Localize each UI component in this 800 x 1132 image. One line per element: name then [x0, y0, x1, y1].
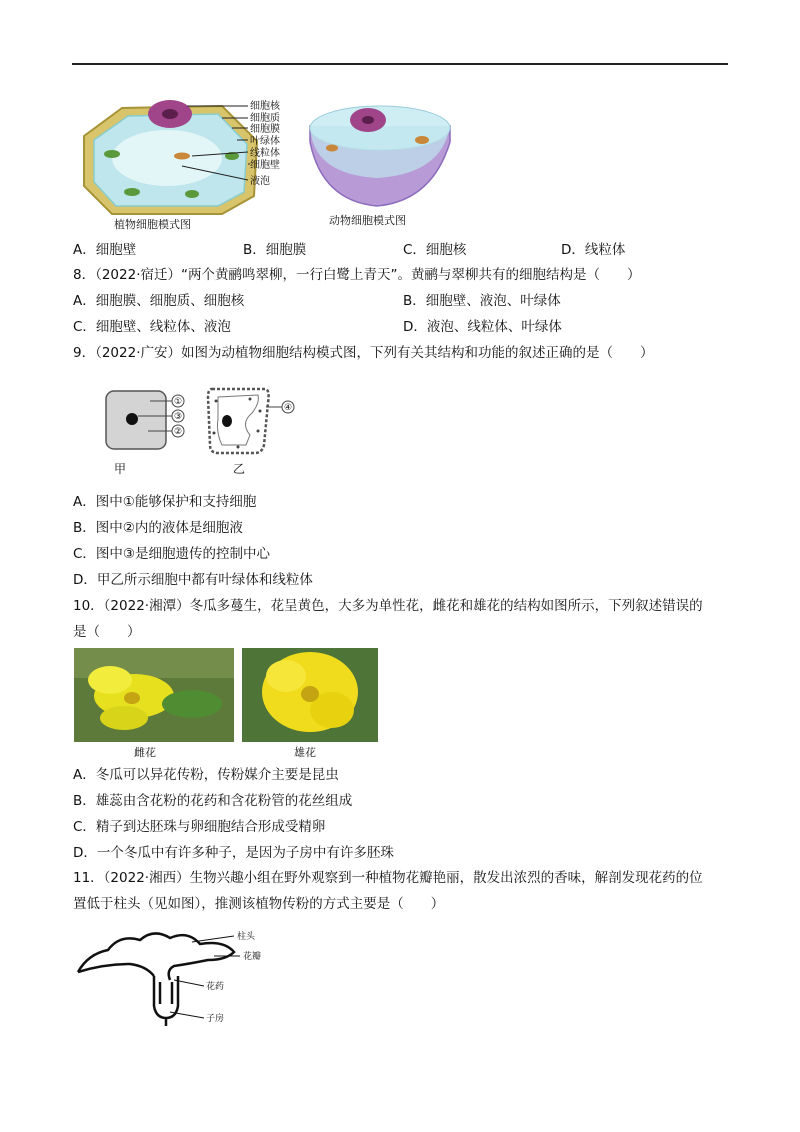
label-anther: 花药 [206, 982, 225, 992]
flower-outline [78, 933, 234, 1026]
label-chloroplast: 叶绿体 [250, 136, 280, 147]
q7-option-c[interactable]: C．细胞核 [403, 242, 467, 258]
q9-stem: 9．（2022·广安）如图为动植物细胞结构模式图，下列有关其结构和功能的叙述正确的是（ ） [73, 345, 654, 361]
female-flower-caption: 雌花 [134, 746, 156, 758]
label-ovary: 子房 [206, 1014, 225, 1024]
female-flower-photo [74, 648, 234, 742]
q11-stem-line1: 11．（2022·湘西）生物兴趣小组在野外观察到一种植物花瓣艳丽，散发出浓烈的香味，解剖发现花药的位 [73, 870, 703, 886]
cell-jia [106, 391, 172, 449]
label-cytoplasm: 细胞质 [250, 113, 280, 124]
cell-yi [208, 389, 282, 453]
label-nucleus: 细胞核 [250, 101, 280, 112]
male-flower-photo [242, 648, 378, 742]
q9-option-a[interactable]: A．图中①能够保护和支持细胞 [73, 494, 257, 510]
q10-option-d[interactable]: D．一个冬瓜中有许多种子，是因为子房中有许多胚珠 [73, 845, 394, 861]
marker-1: ① [174, 397, 183, 407]
marker-3: ③ [174, 412, 183, 422]
label-petal: 花瓣 [243, 952, 262, 962]
q8-option-d[interactable]: D．液泡、线粒体、叶绿体 [403, 319, 562, 335]
q10-flower-photos [74, 648, 378, 758]
q9-option-d[interactable]: D．甲乙所示细胞中都有叶绿体和线粒体 [73, 572, 313, 588]
header-rule [72, 63, 728, 65]
q9-option-c[interactable]: C．图中③是细胞遗传的控制中心 [73, 546, 271, 562]
label-stigma: 柱头 [237, 932, 256, 942]
q7-option-b[interactable]: B．细胞膜 [243, 242, 307, 258]
cell-model-figure [72, 96, 472, 236]
male-flower-caption: 雄花 [294, 746, 316, 758]
marker-2: ② [174, 427, 183, 437]
q11-stem-line2: 置低于柱头（见如图），推测该植物传粉的方式主要是（ ） [73, 896, 445, 912]
q10-stem-line2: 是（ ） [73, 624, 141, 640]
q10-stem-line1: 10．（2022·湘潭）冬瓜多蔓生，花呈黄色，大多为单性花，雌花和雄花的结构如图所示，下列叙述错误的 [73, 598, 703, 614]
q8-option-c[interactable]: C．细胞壁、线粒体、液泡 [73, 319, 231, 335]
q10-option-c[interactable]: C．精子到达胚珠与卵细胞结合形成受精卵 [73, 819, 326, 835]
marker-4: ④ [284, 403, 293, 413]
label-cell-wall: 细胞壁 [250, 160, 280, 171]
caption-jia: 甲 [114, 462, 127, 476]
q8-stem: 8．（2022·宿迁）“两个黄鹂鸣翠柳，一行白鹭上青天”。黄鹂与翠柳共有的细胞结构是（ ） [73, 267, 641, 283]
plant-cell-diagram [84, 100, 257, 214]
q7-options [73, 241, 729, 259]
q7-option-d[interactable]: D．线粒体 [561, 242, 626, 258]
q8-option-b[interactable]: B．细胞壁、液泡、叶绿体 [403, 293, 561, 309]
q8-options-row2 [73, 318, 729, 336]
q9-option-b[interactable]: B．图中②内的液体是细胞液 [73, 520, 243, 536]
q10-option-a[interactable]: A．冬瓜可以异花传粉，传粉媒介主要是昆虫 [73, 767, 339, 783]
plant-cell-caption: 植物细胞模式图 [114, 218, 191, 231]
q9-cell-figure [100, 383, 310, 479]
q7-option-a[interactable]: A．细胞壁 [73, 242, 137, 258]
label-vacuole: 液泡 [250, 176, 270, 187]
label-membrane: 细胞膜 [250, 124, 280, 135]
q11-flower-diagram [74, 920, 284, 1028]
label-mitochondria: 线粒体 [250, 148, 280, 159]
q10-option-b[interactable]: B．雄蕊由含花粉的花药和含花粉管的花丝组成 [73, 793, 353, 809]
animal-cell-diagram [310, 106, 450, 206]
caption-yi: 乙 [233, 462, 246, 476]
q8-option-a[interactable]: A．细胞膜、细胞质、细胞核 [73, 293, 245, 309]
animal-cell-caption: 动物细胞模式图 [329, 214, 406, 227]
q8-options-row1 [73, 292, 729, 310]
